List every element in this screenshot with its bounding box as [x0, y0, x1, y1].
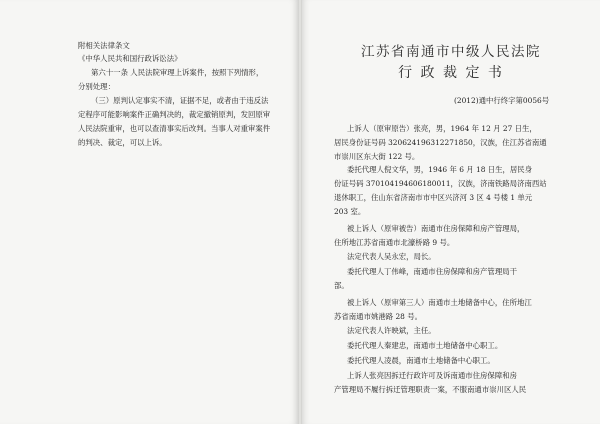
body-line: 委托代理人倪文华，男，1946 年 6 月 18 日生，居民身: [347, 165, 533, 174]
law-line: （三）原判认定事实不清，证据不足，或者由于违反法: [91, 96, 269, 105]
body-line: 部。: [334, 281, 349, 290]
law-line: 第六十一条 人民法院审理上诉案件，按照下列情形，: [91, 68, 264, 77]
body-line: 法定代表人许映斌，主任。: [347, 326, 436, 335]
law-line: 人民法院重审，也可以查清事实后改判。当事人对重审案件: [78, 124, 271, 133]
court-name: 江苏省南通市中级人民法院: [361, 44, 541, 60]
document-type: 行 政 裁 定 书: [398, 65, 504, 81]
body-line: 被上诉人（原审第三人）南通市土地储备中心，住所地江: [347, 298, 532, 307]
left-page: [0, 0, 298, 424]
body-line: 203 室。: [334, 207, 366, 216]
right-page: [302, 0, 600, 424]
body-line: 被上诉人（原审被告）南通市住房保障和房产管理局，: [347, 224, 525, 233]
body-line: 委托代理人秦建忠，南通市土地储备中心职工。: [347, 341, 503, 350]
law-line: 分别处理：: [78, 82, 115, 91]
law-title: 《中华人民共和国行政诉讼法》: [78, 54, 182, 63]
body-line: 市崇川区东大街 122 号。: [334, 152, 420, 161]
case-number: (2012)通中行终字第0056号: [454, 96, 550, 105]
law-line: 的判决、裁定，可以上诉。: [78, 138, 167, 147]
body-line: 居民身份证号码 320624196312271850，汉族，住江苏省南通: [334, 138, 547, 147]
body-line: 产管理局不履行拆迁管理职责一案，不服南通市崇川区人民: [334, 385, 527, 394]
body-line: 委托代理人凌晨，南通市土地储备中心职工。: [347, 356, 495, 365]
appendix-heading: 附相关法律条文: [78, 41, 130, 50]
law-line: 定程序可能影响案件正确判决的，裁定撤销原判，发回原审: [78, 110, 271, 119]
body-line: 上诉人张亮因拆迁行政许可及诉南通市住房保障和房: [347, 371, 517, 380]
body-line: 法定代表人吴永宏，局长。: [347, 252, 436, 261]
body-line: 份证号码 370104194606180011，汉族，济南铁路局济南西站: [334, 179, 547, 188]
body-line: 退休职工，住山东省济南市市中区兴济河 3 区 4 号楼 1 单元: [334, 193, 533, 202]
body-line: 苏省南通市姚港路 28 号。: [334, 312, 423, 321]
body-line: 上诉人（原审原告）张亮，男，1964 年 12 月 27 日生，: [347, 124, 537, 133]
body-line: 委托代理人丁伟峰，南通市住房保障和房产管理局干: [347, 267, 517, 276]
body-line: 住所地江苏省南通市北濠桥路 9 号。: [334, 238, 455, 247]
